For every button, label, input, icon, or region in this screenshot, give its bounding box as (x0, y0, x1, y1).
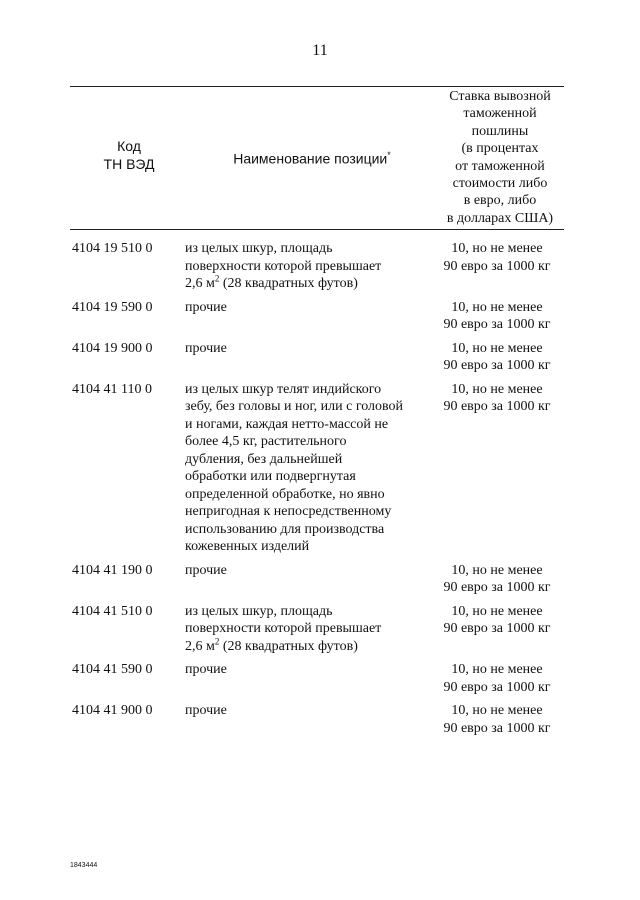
row-name-line (185, 635, 438, 656)
table-row (72, 603, 572, 656)
row-code: 4104 41 590 0 (72, 662, 153, 677)
row-rate: 10, но не менее 90 евро за 1000 кг (443, 562, 551, 595)
table-row (72, 562, 572, 597)
row-name: прочие (185, 662, 227, 677)
row-name: прочие (185, 562, 227, 578)
row-name-line: из целых шкур телят индийского (185, 381, 382, 397)
footnote-mark: * (387, 150, 391, 160)
table-row (72, 299, 572, 334)
row-name-line: использованию для производства (185, 521, 385, 537)
table-row (72, 661, 572, 696)
row-name: прочие (185, 703, 227, 718)
row-name-area: 2,6 м (185, 638, 215, 654)
row-code: 4104 41 110 0 (72, 381, 152, 397)
row-rate: 10, но не менее 90 евро за 1000 кг (443, 603, 551, 636)
row-name-line: непригодная к непосредственному (185, 504, 392, 519)
row-name-line (185, 275, 438, 293)
row-name-line: поверхности которой превышает (185, 258, 382, 274)
row-name-line: определенной обработке, но явно (185, 486, 385, 502)
document-code: 1843444 (70, 862, 98, 869)
row-name-tail: (28 квадратных футов) (219, 638, 358, 654)
header-name (188, 146, 436, 168)
row-name-line: кожевенных изделий (185, 539, 310, 554)
table-row (72, 240, 572, 293)
row-name-line: и ногами, каждая нетто-массой не (185, 416, 389, 432)
row-name: прочие (185, 299, 227, 315)
row-name (185, 381, 438, 556)
row-rate: 10, но не менее 90 евро за 1000 кг (443, 299, 551, 332)
square-superscript: 2 (214, 635, 220, 646)
row-name: прочие (185, 340, 227, 356)
table-row (72, 702, 572, 737)
row-name-line: дубления, без дальнейшей (185, 451, 343, 467)
row-code: 4104 19 510 0 (72, 241, 153, 256)
header-name-label: Наименование позиции (233, 150, 388, 167)
row-code: 4104 41 510 0 (72, 603, 153, 619)
row-rate: 10, но не менее 90 евро за 1000 кг (443, 662, 551, 695)
row-rate: 10, но не менее 90 евро за 1000 кг (443, 241, 551, 274)
row-name-line: поверхности которой превышает (185, 621, 382, 636)
row-name (185, 603, 438, 656)
square-superscript: 2 (214, 273, 220, 284)
page-number: 11 (312, 42, 328, 59)
row-code: 4104 19 590 0 (72, 299, 153, 315)
header-rate: Ставка вывозной таможенной пошлины (в процентах от таможенной стоимости либо в евро, либо в долларах США) (446, 89, 554, 226)
table-row (72, 340, 572, 375)
row-rate: 10, но не менее 90 евро за 1000 кг (443, 381, 551, 414)
table-header (70, 86, 564, 230)
row-name-line: зебу, без головы и ног, или с головой (185, 399, 404, 414)
row-code: 4104 41 900 0 (72, 703, 153, 718)
table-body (72, 240, 572, 743)
row-rate: 10, но не менее 90 евро за 1000 кг (443, 703, 551, 736)
row-name-line: обработки или подвергнутая (185, 469, 356, 484)
header-code: Код ТН ВЭД (103, 138, 155, 172)
row-name-line: из целых шкур, площадь (185, 241, 333, 256)
row-code: 4104 41 190 0 (72, 562, 153, 578)
table-row (72, 381, 572, 556)
row-name-line: из целых шкур, площадь (185, 603, 333, 619)
row-rate: 10, но не менее 90 евро за 1000 кг (443, 340, 551, 373)
row-name (185, 240, 438, 293)
row-name-area: 2,6 м (185, 276, 215, 291)
row-code: 4104 19 900 0 (72, 340, 153, 356)
row-name-line: более 4,5 кг, растительного (185, 434, 347, 449)
row-name-tail: (28 квадратных футов) (219, 276, 358, 291)
